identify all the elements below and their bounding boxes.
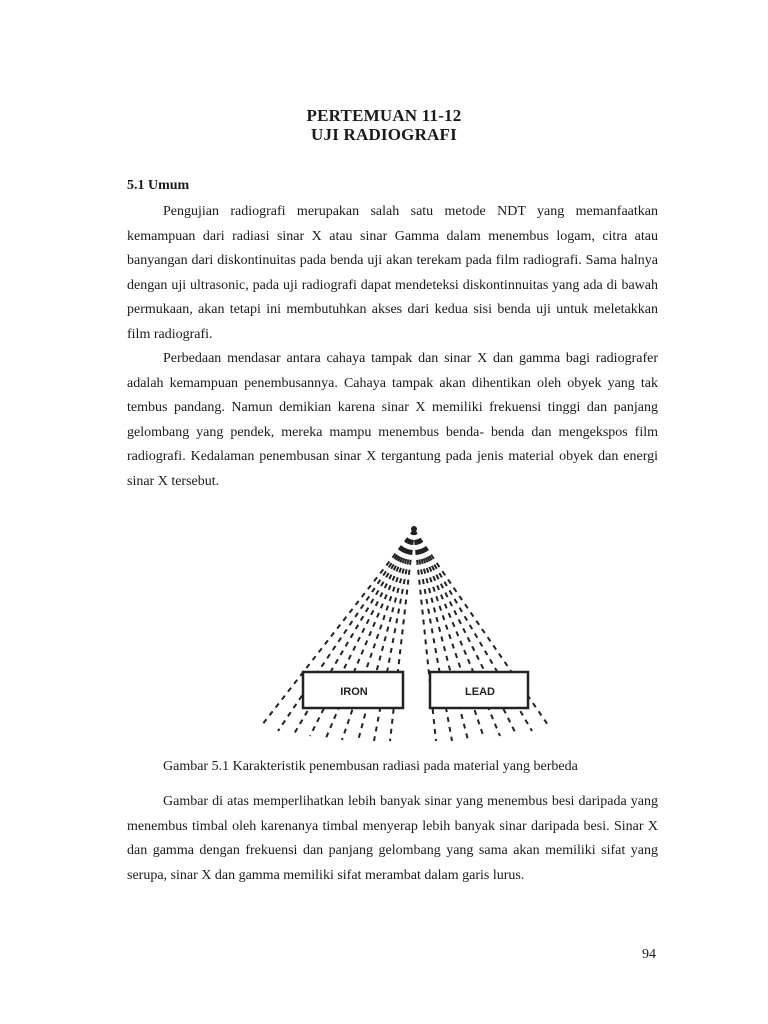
figure-caption: Gambar 5.1 Karakteristik penembusan radiasi pada material yang berbeda xyxy=(163,759,578,774)
section-heading: 5.1 Umum xyxy=(127,178,190,193)
paragraph-2: Perbedaan mendasar antara cahaya tampak dan sinar X dan gamma bagi radiografer adalah kemampuan penembusannya. Cahaya tampak akan dihentikan oleh obyek yang tak tembus pandang. Namun demikian karena sinar X memiliki frekuensi tinggi dan panjang gelombang yang pendek, mereka mampu menembus benda- benda dan mengekspos film radiografi. Kedalaman penembusan sinar X tergantung pada jenis material obyek dan energi sinar X tersebut. xyxy=(127,351,658,489)
iron-label: IRON xyxy=(340,686,368,698)
page-title: PERTEMUAN 11-12 xyxy=(306,106,462,125)
paragraph-3: Gambar di atas memperlihatkan lebih banyak sinar yang menembus besi daripada yang menembus timbal oleh karenanya timbal menyerap lebih banyak sinar daripada besi. Sinar X dan gamma dengan frekuensi dan panjang gelombang yang sama akan memiliki sifat yang serupa, sinar X dan gamma memiliki sifat merambat dalam garis lurus. xyxy=(127,794,658,883)
radiation-rays xyxy=(262,530,548,741)
radiation-source xyxy=(411,526,417,532)
radiation-ray xyxy=(390,530,414,741)
radiation-penetration-figure xyxy=(250,520,570,750)
radiation-ray xyxy=(358,530,414,741)
lead-label: LEAD xyxy=(465,686,495,698)
page-subtitle: UJI RADIOGRAFI xyxy=(311,125,457,144)
page-number: 94 xyxy=(642,947,656,962)
paragraph-1: Pengujian radiografi merupakan salah satu metode NDT yang memanfaatkan kemampuan dari radiasi sinar X atau sinar Gamma dalam menembus logam, citra atau banyangan dari diskontinuitas pada benda uji akan terekam pada film radiografi. Sama halnya dengan uji ultrasonic, pada uji radiografi dapat mendeteksi diskontinnuitas yang ada di bawah permukaan, akan tetapi ini membutuhkan akses dari kedua sisi benda uji untuk meletakkan film radiografi. xyxy=(127,204,658,342)
